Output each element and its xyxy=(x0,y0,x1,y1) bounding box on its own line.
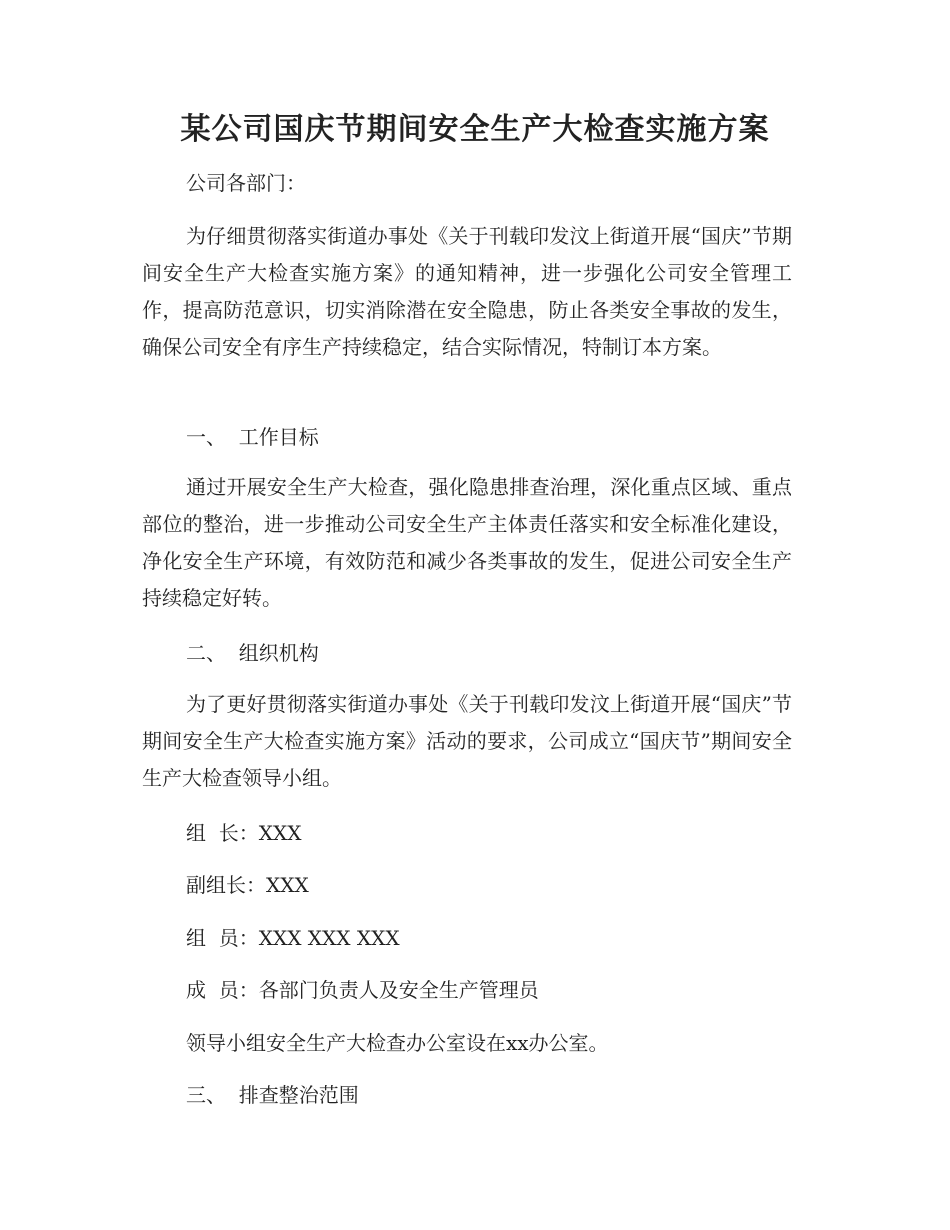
members-line: 成 员：各部门负责人及安全生产管理员 xyxy=(186,978,539,1002)
section-heading-organization: 二、 组织机构 xyxy=(186,641,319,665)
goals-paragraph: 通过开展安全生产大检查，强化隐患排查治理，深化重点区域、重点部位的整治，进一步推动公司安全生产主体责任落实和安全标准化建设，净化安全生产环境，有效防范和减少各类事故的发生，促进公司安全生产持续稳定好转。 xyxy=(142,475,792,610)
organization-paragraph: 为了更好贯彻落实街道办事处《关于刊载印发汶上街道开展“国庆”节期间安全生产大检查实施方案》活动的要求，公司成立“国庆节”期间安全生产大检查领导小组。 xyxy=(142,692,792,790)
deputy-leader-line: 副组长：XXX xyxy=(186,873,309,897)
salutation: 公司各部门： xyxy=(186,171,306,195)
section-heading-scope: 三、 排查整治范围 xyxy=(186,1083,359,1107)
leader-line: 组 长：XXX xyxy=(186,821,302,845)
document-title: 某公司国庆节期间安全生产大检查实施方案 xyxy=(180,112,770,147)
intro-paragraph: 为仔细贯彻落实街道办事处《关于刊载印发汶上街道开展“国庆”节期间安全生产大检查实施方案》的通知精神，进一步强化公司安全管理工作，提高防范意识，切实消除潜在安全隐患，防止各类安全事故的发生，确保公司安全有序生产持续稳定，结合实际情况，特制订本方案。 xyxy=(142,224,792,359)
office-line: 领导小组安全生产大检查办公室设在xx办公室。 xyxy=(186,1031,609,1055)
team-members-line: 组 员：XXX XXX XXX xyxy=(186,926,400,950)
section-heading-goals: 一、 工作目标 xyxy=(186,425,319,449)
